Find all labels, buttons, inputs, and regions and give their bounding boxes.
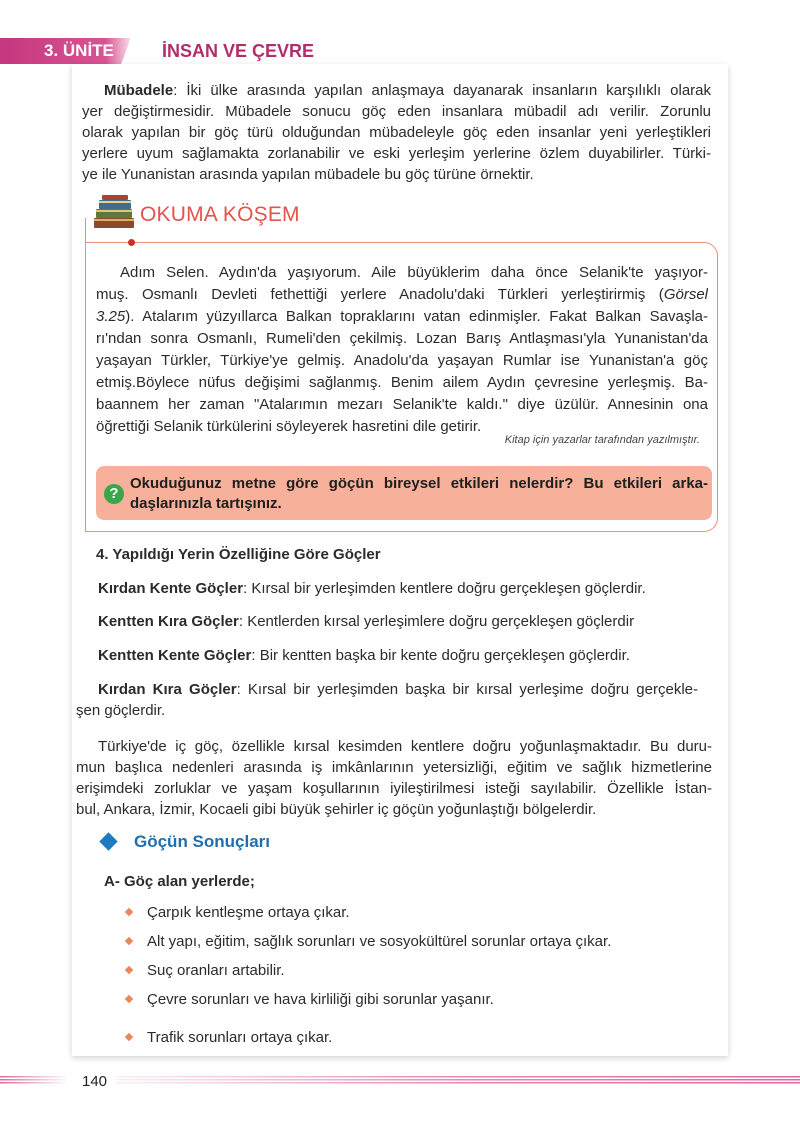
mubadele-text-1: : İki ülke arasında yapılan anlaşmaya dayanarak insanların karşılıklı olarak: [173, 82, 711, 99]
story-line-3: [96, 306, 708, 328]
paragraph-line-1: Türkiye'de iç göç, özellikle kırsal kesimden kentlere doğru yoğunlaşmaktadır. Bu duru-: [98, 738, 712, 755]
paragraph-line-3: erişimdeki zorluklar ve yaşam koşullarının iyileştirilmesi isteği sayılabilir. Özellikle İstan-: [76, 780, 712, 797]
migration-term-3: Kentten Kente Göçler: [98, 647, 252, 664]
frame-dot: [128, 239, 135, 246]
section4-heading: 4. Yapıldığı Yerin Özelliğine Göre Göçler: [96, 546, 381, 563]
internal-migration-paragraph: [76, 736, 712, 820]
story-line-5: yaşayan Türkler, Türkiye'ye gelmiş. Anadolu'da yaşayan Rumlar ise Yunanistan'a göç: [96, 352, 708, 369]
migration-term-4: Kırdan Kıra Göçler: [98, 681, 237, 698]
migration-item-4: [76, 679, 698, 721]
migration-desc-3: : Bir kentten başka bir kente doğru gerçekleşen göçlerdir.: [251, 647, 630, 664]
paragraph-line-4: bul, Ankara, İzmir, Kocaeli gibi büyük şehirler iç göçün yoğunlaştığı bölgelerdir.: [76, 801, 597, 818]
migration-item-4-line-2: şen göçlerdir.: [76, 702, 166, 719]
migration-desc-1: : Kırsal bir yerleşimden kentlere doğru gerçekleşen göçlerdir.: [243, 580, 646, 597]
migration-item-4-line-1: [76, 679, 698, 700]
question-text: [130, 474, 708, 514]
migration-desc-2: : Kentlerden kırsal yerleşimlere doğru gerçekleşen göçlerdir: [238, 613, 635, 630]
unit-badge: 3. ÜNİTE: [0, 38, 132, 64]
footer-stripes: [0, 1076, 800, 1086]
consequence-item-4: Çevre sorunları ve hava kirliliği gibi sorunlar yaşanır.: [147, 991, 494, 1008]
consequence-item-3: Suç oranları artabilir.: [147, 962, 285, 979]
section-title: Göçün Sonuçları: [134, 832, 271, 851]
story-line-8: öğrettiği Selanik türkülerini söyleyerek hasretini dile getirir.: [96, 418, 482, 435]
unit-title: İNSAN VE ÇEVRE: [162, 41, 315, 61]
gorsel-number: 3.25: [96, 308, 126, 325]
migration-term-2: Kentten Kıra Göçler: [98, 613, 239, 630]
question-line-1: Okuduğunuz metne göre göçün bireysel etkileri nelerdir? Bu etkileri arka-: [130, 475, 708, 492]
migration-item-2: [98, 611, 718, 632]
question-line-2: daşlarınızla tartışınız.: [130, 495, 282, 512]
story-line-6: etmiş.Böylece nüfus değişimi sağlanmış. Benim ailem Aydın çevresine yerleşmiş. Ba-: [96, 374, 708, 391]
story-line-7: baannem her zaman "Atalarımın mezarı Selanik'te kaldı." diye üzülür. Annesinin ona: [96, 396, 708, 413]
story-line-2-text: muş. Osmanlı Devleti fethettiği yerlere Anadolu'daki Türkleri yerleştirirmiş (: [96, 286, 664, 303]
migration-desc-4: : Kırsal bir yerleşimden başka bir kırsal yerleşime doğru gerçekle-: [236, 681, 698, 698]
story-line-1: Adım Selen. Aydın'da yaşıyorum. Aile büyüklerim daha önce Selanik'te yaşıyor-: [120, 264, 708, 281]
reading-story: [96, 262, 708, 438]
reading-source: Kitap için yazarlar tarafından yazılmıştır.: [504, 434, 700, 446]
paragraph-line-2: mun başlıca nedenleri arasında iş imkânlarının yetersizliği, eğitim ve sağlık hizmetlerine: [76, 759, 712, 776]
books-icon: [90, 194, 138, 230]
mubadele-line-4: yerlere uyum sağlamakta zorlanabilir ve eski yerleşim yerlerine özlem duyabilirler. Türki-: [82, 145, 711, 162]
story-line-3-text: ). Atalarım yüzyıllarca Balkan topraklarını vatan edinmişler. Fakat Balkan Savaşla-: [125, 308, 708, 325]
consequence-item-2: Alt yapı, eğitim, sağlık sorunları ve sosyokültürel sorunlar ortaya çıkar.: [147, 933, 612, 950]
story-line-4: rı'ndan sonra Osmanlı, Rumeli'den çekilmiş. Lozan Barış Antlaşması'yla Yunanistan'da: [96, 330, 708, 347]
mubadele-line-5: ye ile Yunanistan arasında yapılan mübadele bu göç türüne örnektir.: [82, 166, 534, 183]
mubadele-paragraph: [82, 80, 711, 185]
reading-corner-title: OKUMA KÖŞEM: [140, 203, 300, 226]
mubadele-line-3: olarak yapılan bir göç türü olduğundan mübadeleyle göç eden insanlar yeni yerleştikleri: [82, 124, 711, 141]
gorsel-label: Görsel: [663, 286, 708, 303]
mubadele-line-2: yer değiştirmesidir. Mübadele sonucu göç eden insanlara mübadil adı verilir. Zorunlu: [82, 103, 711, 120]
migration-term-1: Kırdan Kente Göçler: [98, 580, 244, 597]
consequence-item-1: Çarpık kentleşme ortaya çıkar.: [147, 904, 350, 921]
story-line-2: [96, 284, 708, 306]
consequence-item-5: Trafik sorunları ortaya çıkar.: [147, 1029, 333, 1046]
mubadele-line-1: [82, 80, 711, 101]
migration-item-1: [98, 578, 718, 599]
subheading: A- Göç alan yerlerde;: [104, 873, 255, 890]
page-number: 140: [82, 1073, 108, 1090]
question-icon: ?: [104, 484, 124, 504]
migration-item-3: [98, 645, 718, 666]
mubadele-term: Mübadele: [104, 82, 174, 99]
